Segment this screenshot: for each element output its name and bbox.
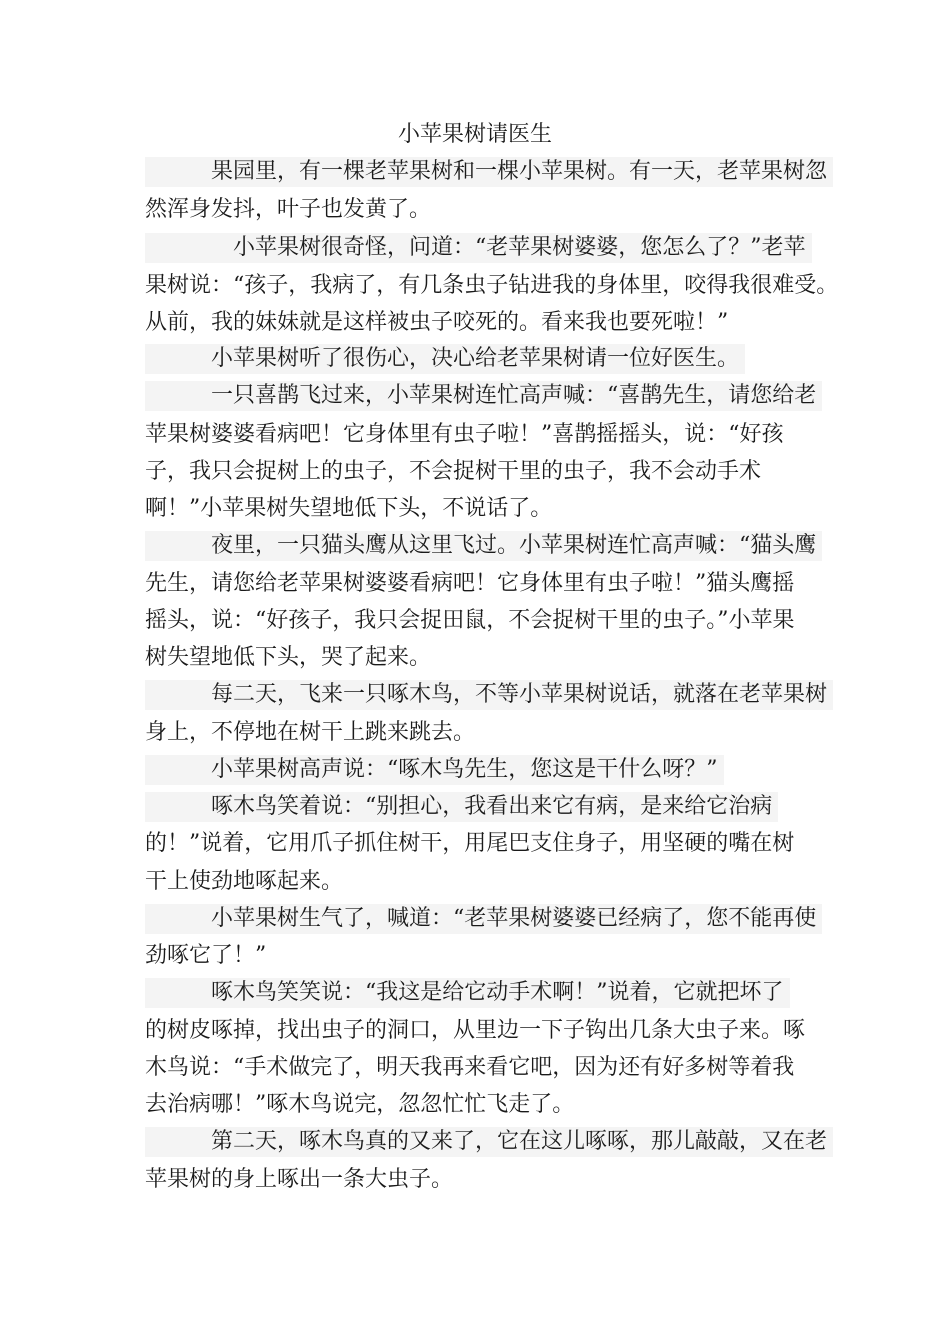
text-line: 摇头，说：“好孩子，我只会捉田鼠，不会捉树干里的虫子。”小苹果	[145, 608, 795, 633]
text-line: 干上使劲地啄起来。	[145, 869, 344, 894]
text-line: 苹果树婆婆看病吧！它身体里有虫子啦！”喜鹊摇摇头，说：“好孩	[145, 422, 784, 447]
text-line: 的！”说着，它用爪子抓住树干，用尾巴支住身子，用坚硬的嘴在树	[145, 831, 795, 856]
text-line: 从前，我的妹妹就是这样被虫子咬死的。看来我也要死啦！”	[145, 310, 729, 335]
text-line: 第二天，啄木鸟真的又来了，它在这儿啄啄，那儿敲敲，又在老	[145, 1127, 833, 1157]
text-line: 啄木鸟笑笑说：“我这是给它动手术啊！”说着，它就把坏了	[145, 978, 790, 1008]
text-line: 先生，请您给老苹果树婆婆看病吧！它身体里有虫子啦！”猫头鹰摇	[145, 571, 795, 596]
text-line: 小苹果树听了很伤心，决心给老苹果树请一位好医生。	[145, 344, 745, 374]
text-line: 苹果树的身上啄出一条大虫子。	[145, 1167, 454, 1192]
text-line: 果树说：“孩子，我病了，有几条虫子钻进我的身体里，咬得我很难受。	[145, 273, 839, 298]
text-line: 去治病哪！”啄木鸟说完，忽忽忙忙飞走了。	[145, 1092, 575, 1117]
text-line: 一只喜鹊飞过来，小苹果树连忙高声喊：“喜鹊先生，请您给老	[145, 381, 822, 411]
text-line: 啄木鸟笑着说：“别担心，我看出来它有病，是来给它治病	[145, 792, 778, 822]
text-line: 树失望地低下头，哭了起来。	[145, 645, 432, 670]
text-line: 的树皮啄掉，找出虫子的洞口，从里边一下子钩出几条大虫子来。啄	[145, 1018, 806, 1043]
text-line: 小苹果树很奇怪，问道：“老苹果树婆婆，您怎么了？”老苹	[145, 233, 812, 263]
text-line: 小苹果树高声说：“啄木鸟先生，您这是干什么呀？”	[145, 755, 724, 785]
document-title: 小苹果树请医生	[397, 122, 552, 147]
text-line: 木鸟说：“手术做完了，明天我再来看它吧，因为还有好多树等着我	[145, 1055, 795, 1080]
text-line: 啊！”小苹果树失望地低下头，不说话了。	[145, 496, 553, 521]
text-line: 每二天，飞来一只啄木鸟，不等小苹果树说话，就落在老苹果树	[145, 680, 833, 710]
text-line: 身上，不停地在树干上跳来跳去。	[145, 720, 476, 745]
text-line: 然浑身发抖，叶子也发黄了。	[145, 197, 432, 222]
text-line: 小苹果树生气了，喊道：“老苹果树婆婆已经病了，您不能再使	[145, 904, 822, 934]
text-line: 子，我只会捉树上的虫子，不会捉树干里的虫子，我不会动手术	[145, 459, 762, 484]
text-line: 劲啄它了！”	[145, 943, 267, 968]
text-line: 果园里，有一棵老苹果树和一棵小苹果树。有一天，老苹果树忽	[145, 157, 833, 187]
text-line: 夜里，一只猫头鹰从这里飞过。小苹果树连忙高声喊：“猫头鹰	[145, 531, 822, 561]
